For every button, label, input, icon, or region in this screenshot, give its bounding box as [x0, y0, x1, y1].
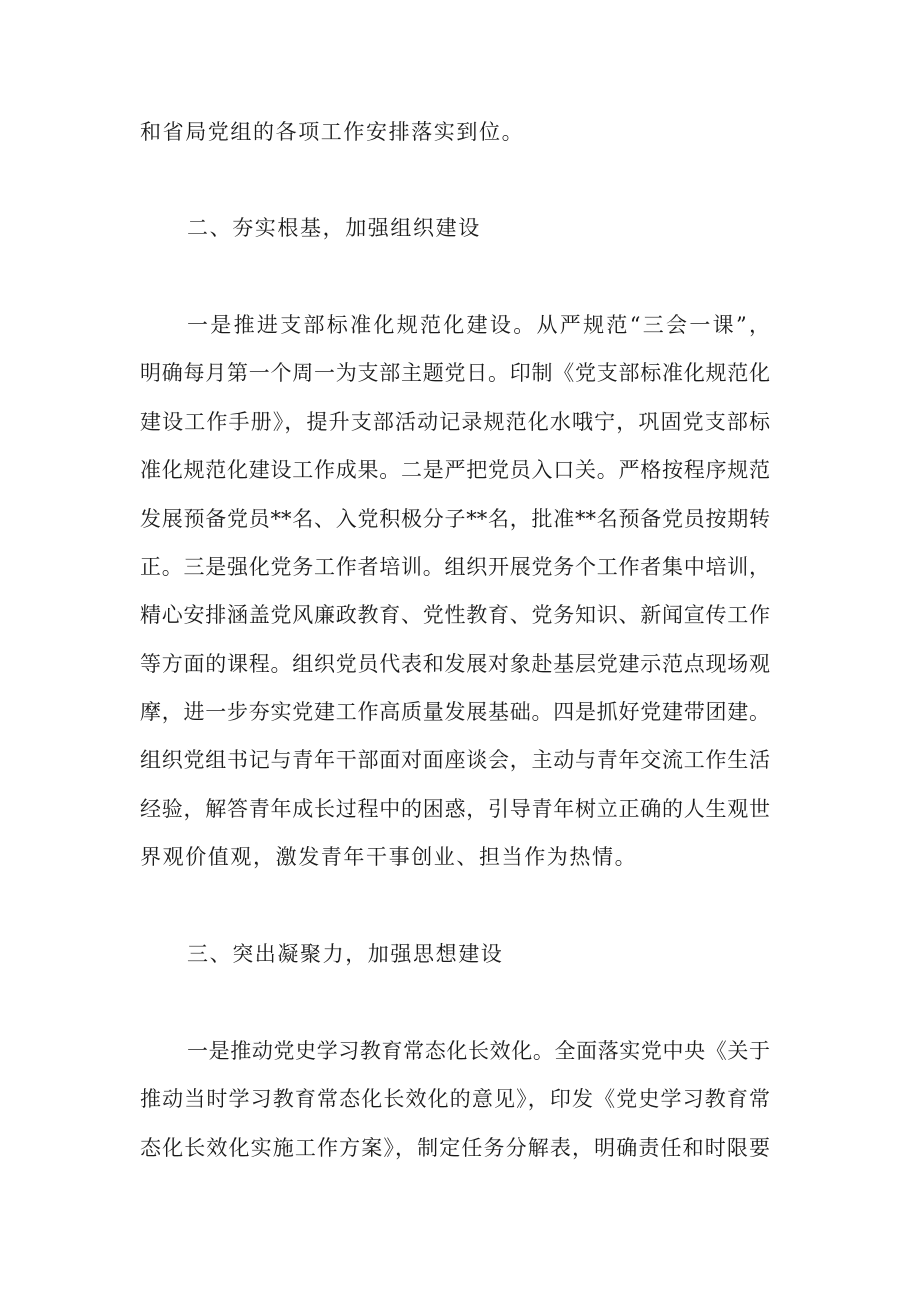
section-heading-2: 二、夯实根基，加强组织建设 — [187, 216, 481, 240]
paragraph-line: 摩，进一步夯实党建工作高质量发展基础。四是抓好党建带团建。 — [140, 700, 770, 724]
paragraph-line: 准化规范化建设工作成果。二是严把党员入口关。严格按程序规范 — [140, 458, 770, 482]
paragraph-line: 等方面的课程。组织党员代表和发展对象赴基层党建示范点现场观 — [140, 652, 770, 676]
paragraph-line: 组织党组书记与青年干部面对面座谈会，主动与青年交流工作生活 — [140, 748, 770, 772]
paragraph-line: 推动当时学习教育常态化长效化的意见》，印发《党史学习教育常 — [140, 1087, 770, 1111]
paragraph-line: 一是推进支部标准化规范化建设。从严规范“三会一课”， — [187, 313, 770, 337]
paragraph-line: 正。三是强化党务工作者培训。组织开展党务个工作者集中培训， — [140, 555, 770, 579]
paragraph-line: 经验，解答青年成长过程中的困惑，引导青年树立正确的人生观世 — [140, 797, 770, 821]
paragraph-line: 和省局党组的各项工作安排落实到位。 — [140, 120, 525, 144]
paragraph-line: 界观价值观，激发青年干事创业、担当作为热情。 — [140, 845, 638, 869]
paragraph-line: 建设工作手册》，提升支部活动记录规范化水哦宁，巩固党支部标 — [140, 410, 770, 434]
paragraph-line: 态化长效化实施工作方案》，制定任务分解表，明确责任和时限要 — [140, 1136, 770, 1160]
paragraph-line: 精心安排涵盖党风廉政教育、党性教育、党务知识、新闻宣传工作 — [140, 603, 770, 627]
paragraph-line: 发展预备党员**名、入党积极分子**名，批准**名预备党员按期转 — [140, 507, 770, 531]
paragraph-line: 一是推动党史学习教育常态化长效化。全面落实党中央《关于 — [187, 1039, 770, 1063]
paragraph-line: 明确每月第一个周一为支部主题党日。印制《党支部标准化规范化 — [140, 361, 770, 385]
section-heading-3: 三、突出凝聚力，加强思想建设 — [187, 942, 504, 966]
